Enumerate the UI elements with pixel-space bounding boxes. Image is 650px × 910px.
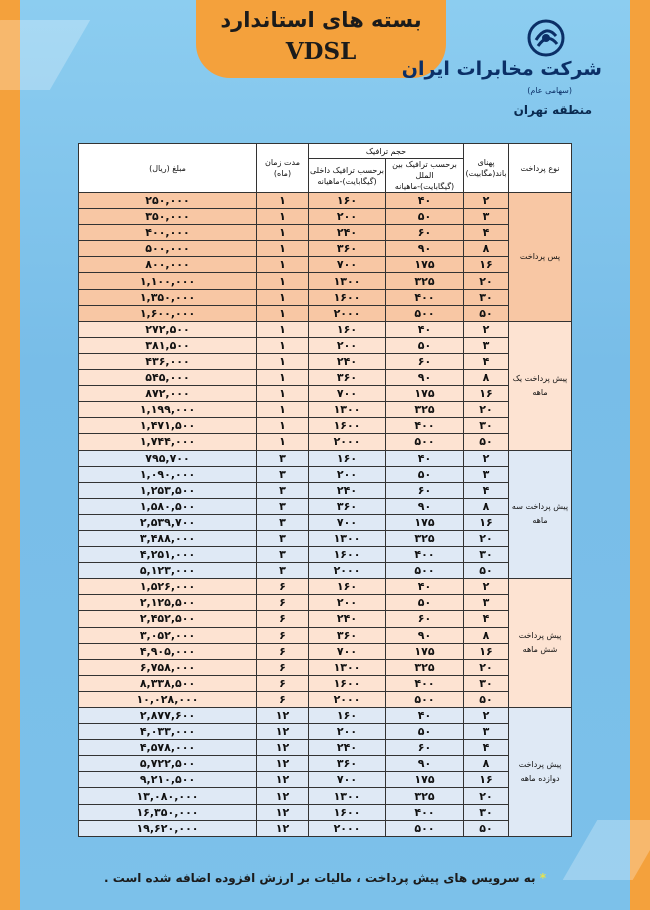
logo-company-subtitle: (سهامی عام) xyxy=(527,86,572,95)
footnote-star: * xyxy=(539,871,546,885)
price-cell: ۴,۵۷۸,۰۰۰ xyxy=(79,740,257,756)
vat-footnote xyxy=(0,871,650,885)
price-cell: ۲,۸۷۷,۶۰۰ xyxy=(79,708,257,724)
domestic-traffic-cell: ۱۶۰ xyxy=(309,321,386,337)
price-cell: ۳,۴۸۸,۰۰۰ xyxy=(79,530,257,546)
domestic-traffic-cell: ۲۴۰ xyxy=(309,482,386,498)
bandwidth-cell: ۵۰ xyxy=(464,434,509,450)
international-traffic-cell: ۴۰ xyxy=(386,579,464,595)
duration-cell: ۳ xyxy=(257,563,309,579)
table-row xyxy=(79,434,572,450)
bandwidth-cell: ۴ xyxy=(464,225,509,241)
price-cell: ۹,۲۱۰,۵۰۰ xyxy=(79,772,257,788)
duration-cell: ۱ xyxy=(257,273,309,289)
price-cell: ۱,۵۸۰,۵۰۰ xyxy=(79,498,257,514)
bandwidth-cell: ۱۶ xyxy=(464,514,509,530)
international-traffic-cell: ۵۰ xyxy=(386,209,464,225)
table-row xyxy=(79,289,572,305)
price-cell: ۸۰۰,۰۰۰ xyxy=(79,257,257,273)
duration-cell: ۱ xyxy=(257,241,309,257)
domestic-traffic-cell: ۱۳۰۰ xyxy=(309,659,386,675)
price-cell: ۲۷۲,۵۰۰ xyxy=(79,321,257,337)
bandwidth-cell: ۵۰ xyxy=(464,691,509,707)
header-international-label: برحسب ترافیک بین الملل xyxy=(392,160,457,180)
duration-cell: ۱۲ xyxy=(257,708,309,724)
international-traffic-cell: ۱۷۵ xyxy=(386,514,464,530)
table-row xyxy=(79,193,572,209)
price-cell: ۴۰۰,۰۰۰ xyxy=(79,225,257,241)
logo-company-name: شرکت مخابرات ایران xyxy=(401,58,602,80)
table-row xyxy=(79,820,572,836)
price-cell: ۱,۰۹۰,۰۰۰ xyxy=(79,466,257,482)
domestic-traffic-cell: ۲۰۰۰ xyxy=(309,563,386,579)
domestic-traffic-cell: ۲۰۰ xyxy=(309,337,386,353)
table-row xyxy=(79,740,572,756)
header-price: مبلغ (ریال) xyxy=(79,144,257,193)
duration-cell: ۳ xyxy=(257,547,309,563)
table-row xyxy=(79,691,572,707)
table-row xyxy=(79,466,572,482)
international-traffic-cell: ۴۰۰ xyxy=(386,547,464,563)
price-cell: ۴,۹۰۵,۰۰۰ xyxy=(79,643,257,659)
international-traffic-cell: ۳۲۵ xyxy=(386,659,464,675)
international-traffic-cell: ۵۰۰ xyxy=(386,691,464,707)
bandwidth-cell: ۳ xyxy=(464,209,509,225)
international-traffic-cell: ۴۰۰ xyxy=(386,804,464,820)
duration-cell: ۱ xyxy=(257,370,309,386)
bandwidth-cell: ۳۰ xyxy=(464,675,509,691)
table-row xyxy=(79,498,572,514)
duration-cell: ۱۲ xyxy=(257,820,309,836)
domestic-traffic-cell: ۱۶۰۰ xyxy=(309,804,386,820)
international-traffic-cell: ۳۲۵ xyxy=(386,788,464,804)
domestic-traffic-cell: ۲۰۰ xyxy=(309,209,386,225)
international-traffic-cell: ۹۰ xyxy=(386,370,464,386)
domestic-traffic-cell: ۳۶۰ xyxy=(309,627,386,643)
duration-cell: ۱ xyxy=(257,257,309,273)
bandwidth-cell: ۲ xyxy=(464,708,509,724)
international-traffic-cell: ۱۷۵ xyxy=(386,643,464,659)
price-table xyxy=(78,143,572,837)
payment-type-cell: پیش پرداخت شش ماهه xyxy=(509,579,572,708)
duration-cell: ۱ xyxy=(257,289,309,305)
price-cell: ۲,۴۵۲,۵۰۰ xyxy=(79,611,257,627)
international-traffic-cell: ۳۲۵ xyxy=(386,273,464,289)
price-cell: ۱,۱۹۹,۰۰۰ xyxy=(79,402,257,418)
table-row xyxy=(79,257,572,273)
header-international-unit: (گیگابایت)-ماهیانه xyxy=(394,182,455,191)
international-traffic-cell: ۱۷۵ xyxy=(386,772,464,788)
bandwidth-cell: ۸ xyxy=(464,756,509,772)
international-traffic-cell: ۳۲۵ xyxy=(386,530,464,546)
table-row xyxy=(79,402,572,418)
duration-cell: ۶ xyxy=(257,611,309,627)
bandwidth-cell: ۲۰ xyxy=(464,402,509,418)
table-row xyxy=(79,547,572,563)
international-traffic-cell: ۶۰ xyxy=(386,611,464,627)
bandwidth-cell: ۱۶ xyxy=(464,257,509,273)
bandwidth-cell: ۴ xyxy=(464,611,509,627)
price-cell: ۱۳,۰۸۰,۰۰۰ xyxy=(79,788,257,804)
price-cell: ۵۴۵,۰۰۰ xyxy=(79,370,257,386)
duration-cell: ۶ xyxy=(257,691,309,707)
international-traffic-cell: ۶۰ xyxy=(386,353,464,369)
domestic-traffic-cell: ۳۶۰ xyxy=(309,370,386,386)
table-row xyxy=(79,386,572,402)
international-traffic-cell: ۵۰ xyxy=(386,466,464,482)
duration-cell: ۱ xyxy=(257,305,309,321)
domestic-traffic-cell: ۳۶۰ xyxy=(309,498,386,514)
domestic-traffic-cell: ۲۰۰ xyxy=(309,466,386,482)
domestic-traffic-cell: ۲۰۰ xyxy=(309,595,386,611)
bandwidth-cell: ۴ xyxy=(464,740,509,756)
price-cell: ۱,۴۷۱,۵۰۰ xyxy=(79,418,257,434)
payment-type-cell: پس پرداخت xyxy=(509,193,572,322)
domestic-traffic-cell: ۷۰۰ xyxy=(309,257,386,273)
domestic-traffic-cell: ۷۰۰ xyxy=(309,772,386,788)
bandwidth-cell: ۳ xyxy=(464,337,509,353)
price-cell: ۱,۳۵۰,۰۰۰ xyxy=(79,289,257,305)
bandwidth-cell: ۸ xyxy=(464,241,509,257)
international-traffic-cell: ۹۰ xyxy=(386,756,464,772)
duration-cell: ۶ xyxy=(257,659,309,675)
table-row xyxy=(79,273,572,289)
table-row xyxy=(79,321,572,337)
price-cell: ۲,۵۳۹,۷۰۰ xyxy=(79,514,257,530)
price-cell: ۱,۵۲۶,۰۰۰ xyxy=(79,579,257,595)
duration-cell: ۱ xyxy=(257,337,309,353)
table-row xyxy=(79,788,572,804)
domestic-traffic-cell: ۲۰۰۰ xyxy=(309,820,386,836)
international-traffic-cell: ۵۰ xyxy=(386,595,464,611)
duration-cell: ۱۲ xyxy=(257,740,309,756)
price-cell: ۳۸۱,۵۰۰ xyxy=(79,337,257,353)
table-row xyxy=(79,305,572,321)
table-row xyxy=(79,563,572,579)
duration-cell: ۳ xyxy=(257,514,309,530)
international-traffic-cell: ۵۰ xyxy=(386,724,464,740)
international-traffic-cell: ۵۰۰ xyxy=(386,305,464,321)
header-payment-type: نوع پرداخت xyxy=(509,144,572,193)
price-cell: ۱۹,۶۲۰,۰۰۰ xyxy=(79,820,257,836)
duration-cell: ۱ xyxy=(257,418,309,434)
header-duration-unit: (ماه) xyxy=(273,169,292,178)
table-row xyxy=(79,724,572,740)
price-cell: ۵۰۰,۰۰۰ xyxy=(79,241,257,257)
bandwidth-cell: ۳۰ xyxy=(464,804,509,820)
bandwidth-cell: ۲۰ xyxy=(464,659,509,675)
bandwidth-cell: ۲ xyxy=(464,579,509,595)
domestic-traffic-cell: ۱۶۰۰ xyxy=(309,547,386,563)
bandwidth-cell: ۳ xyxy=(464,724,509,740)
international-traffic-cell: ۶۰ xyxy=(386,482,464,498)
domestic-traffic-cell: ۲۴۰ xyxy=(309,353,386,369)
payment-type-cell: پیش پرداخت دوازده ماهه xyxy=(509,708,572,837)
price-cell: ۴۳۶,۰۰۰ xyxy=(79,353,257,369)
bandwidth-cell: ۳۰ xyxy=(464,547,509,563)
domestic-traffic-cell: ۲۴۰ xyxy=(309,225,386,241)
table-row xyxy=(79,241,572,257)
domestic-traffic-cell: ۱۶۰ xyxy=(309,579,386,595)
domestic-traffic-cell: ۳۶۰ xyxy=(309,756,386,772)
bandwidth-cell: ۴ xyxy=(464,353,509,369)
header-domestic xyxy=(309,159,386,193)
header-international xyxy=(386,159,464,193)
bandwidth-cell: ۱۶ xyxy=(464,386,509,402)
domestic-traffic-cell: ۱۳۰۰ xyxy=(309,530,386,546)
domestic-traffic-cell: ۷۰۰ xyxy=(309,643,386,659)
international-traffic-cell: ۹۰ xyxy=(386,498,464,514)
table-row xyxy=(79,772,572,788)
table-row xyxy=(79,450,572,466)
duration-cell: ۶ xyxy=(257,675,309,691)
bandwidth-cell: ۸ xyxy=(464,370,509,386)
price-cell: ۷۹۵,۷۰۰ xyxy=(79,450,257,466)
duration-cell: ۱ xyxy=(257,434,309,450)
duration-cell: ۱ xyxy=(257,386,309,402)
domestic-traffic-cell: ۱۶۰ xyxy=(309,193,386,209)
international-traffic-cell: ۴۰ xyxy=(386,450,464,466)
bandwidth-cell: ۲ xyxy=(464,193,509,209)
international-traffic-cell: ۶۰ xyxy=(386,740,464,756)
domestic-traffic-cell: ۱۶۰ xyxy=(309,708,386,724)
price-table-body xyxy=(79,193,572,837)
price-table-wrapper xyxy=(78,143,571,837)
price-cell: ۲,۱۲۵,۵۰۰ xyxy=(79,595,257,611)
duration-cell: ۱ xyxy=(257,209,309,225)
table-row xyxy=(79,530,572,546)
table-row xyxy=(79,804,572,820)
duration-cell: ۱ xyxy=(257,193,309,209)
bandwidth-cell: ۲۰ xyxy=(464,530,509,546)
international-traffic-cell: ۵۰ xyxy=(386,337,464,353)
duration-cell: ۶ xyxy=(257,579,309,595)
duration-cell: ۱۲ xyxy=(257,804,309,820)
price-cell: ۱,۲۵۳,۵۰۰ xyxy=(79,482,257,498)
bandwidth-cell: ۲۰ xyxy=(464,273,509,289)
domestic-traffic-cell: ۷۰۰ xyxy=(309,386,386,402)
duration-cell: ۶ xyxy=(257,595,309,611)
table-row xyxy=(79,337,572,353)
table-row xyxy=(79,627,572,643)
international-traffic-cell: ۴۰ xyxy=(386,193,464,209)
domestic-traffic-cell: ۲۰۰۰ xyxy=(309,691,386,707)
international-traffic-cell: ۶۰ xyxy=(386,225,464,241)
table-row xyxy=(79,514,572,530)
bandwidth-cell: ۵۰ xyxy=(464,305,509,321)
price-cell: ۵,۷۲۲,۵۰۰ xyxy=(79,756,257,772)
header-traffic: حجم ترافیک xyxy=(309,144,464,159)
price-cell: ۱,۱۰۰,۰۰۰ xyxy=(79,273,257,289)
bandwidth-cell: ۳۰ xyxy=(464,289,509,305)
price-cell: ۳۵۰,۰۰۰ xyxy=(79,209,257,225)
domestic-traffic-cell: ۱۳۰۰ xyxy=(309,788,386,804)
international-traffic-cell: ۵۰۰ xyxy=(386,563,464,579)
domestic-traffic-cell: ۲۰۰۰ xyxy=(309,434,386,450)
duration-cell: ۱ xyxy=(257,321,309,337)
duration-cell: ۱ xyxy=(257,353,309,369)
domestic-traffic-cell: ۱۶۰۰ xyxy=(309,418,386,434)
table-row xyxy=(79,370,572,386)
domestic-traffic-cell: ۳۶۰ xyxy=(309,241,386,257)
price-cell: ۸,۳۳۸,۵۰۰ xyxy=(79,675,257,691)
decorative-stripe xyxy=(0,20,90,90)
table-row xyxy=(79,225,572,241)
domestic-traffic-cell: ۲۰۰ xyxy=(309,724,386,740)
international-traffic-cell: ۵۰۰ xyxy=(386,434,464,450)
price-cell: ۴,۰۳۳,۰۰۰ xyxy=(79,724,257,740)
table-row xyxy=(79,659,572,675)
bandwidth-cell: ۳۰ xyxy=(464,418,509,434)
table-row xyxy=(79,675,572,691)
price-cell: ۱۶,۳۵۰,۰۰۰ xyxy=(79,804,257,820)
duration-cell: ۳ xyxy=(257,450,309,466)
domestic-traffic-cell: ۲۴۰ xyxy=(309,611,386,627)
domestic-traffic-cell: ۲۰۰۰ xyxy=(309,305,386,321)
table-row xyxy=(79,756,572,772)
right-orange-border xyxy=(630,0,650,910)
bandwidth-cell: ۱۶ xyxy=(464,643,509,659)
international-traffic-cell: ۹۰ xyxy=(386,627,464,643)
table-row xyxy=(79,595,572,611)
price-cell: ۸۷۲,۰۰۰ xyxy=(79,386,257,402)
bandwidth-cell: ۳ xyxy=(464,595,509,611)
duration-cell: ۱۲ xyxy=(257,788,309,804)
international-traffic-cell: ۱۷۵ xyxy=(386,386,464,402)
price-cell: ۳,۰۵۲,۰۰۰ xyxy=(79,627,257,643)
table-row xyxy=(79,708,572,724)
title-en: VDSL xyxy=(285,38,357,65)
bandwidth-cell: ۸ xyxy=(464,627,509,643)
table-row xyxy=(79,482,572,498)
price-cell: ۶,۷۵۸,۰۰۰ xyxy=(79,659,257,675)
price-cell: ۴,۲۵۱,۰۰۰ xyxy=(79,547,257,563)
international-traffic-cell: ۴۰ xyxy=(386,708,464,724)
duration-cell: ۳ xyxy=(257,482,309,498)
bandwidth-cell: ۲ xyxy=(464,450,509,466)
duration-cell: ۶ xyxy=(257,627,309,643)
bandwidth-cell: ۸ xyxy=(464,498,509,514)
duration-cell: ۶ xyxy=(257,643,309,659)
international-traffic-cell: ۵۰۰ xyxy=(386,820,464,836)
price-cell: ۵,۱۲۳,۰۰۰ xyxy=(79,563,257,579)
international-traffic-cell: ۹۰ xyxy=(386,241,464,257)
duration-cell: ۱ xyxy=(257,402,309,418)
bandwidth-cell: ۴ xyxy=(464,482,509,498)
domestic-traffic-cell: ۱۶۰ xyxy=(309,450,386,466)
table-row xyxy=(79,579,572,595)
price-cell: ۱,۶۰۰,۰۰۰ xyxy=(79,305,257,321)
title-fa: بسته های استاندارد xyxy=(220,8,422,32)
bandwidth-cell: ۱۶ xyxy=(464,772,509,788)
international-traffic-cell: ۴۰۰ xyxy=(386,418,464,434)
domestic-traffic-cell: ۷۰۰ xyxy=(309,514,386,530)
international-traffic-cell: ۱۷۵ xyxy=(386,257,464,273)
header-domestic-unit: (گیگابایت)-ماهیانه xyxy=(317,176,377,186)
duration-cell: ۱۲ xyxy=(257,724,309,740)
price-cell: ۲۵۰,۰۰۰ xyxy=(79,193,257,209)
payment-type-cell: پیش پرداخت سه ماهه xyxy=(509,450,572,579)
price-cell: ۱,۷۴۴,۰۰۰ xyxy=(79,434,257,450)
duration-cell: ۱۲ xyxy=(257,756,309,772)
table-row xyxy=(79,353,572,369)
header-duration-label: مدت زمان xyxy=(264,158,301,167)
bandwidth-cell: ۵۰ xyxy=(464,563,509,579)
table-row xyxy=(79,611,572,627)
international-traffic-cell: ۳۲۵ xyxy=(386,402,464,418)
table-row xyxy=(79,418,572,434)
left-orange-border xyxy=(0,0,20,910)
domestic-traffic-cell: ۱۳۰۰ xyxy=(309,402,386,418)
payment-type-cell: پیش پرداخت یک ماهه xyxy=(509,321,572,450)
table-row xyxy=(79,209,572,225)
footnote-text: به سرویس های پیش پرداخت ، مالیات بر ارزش افزوده اضافه شده است . xyxy=(104,871,536,885)
header-bandwidth: پهنای باند(مگابیت) xyxy=(464,144,509,193)
price-cell: ۱۰,۰۲۸,۰۰۰ xyxy=(79,691,257,707)
domestic-traffic-cell: ۱۶۰۰ xyxy=(309,289,386,305)
duration-cell: ۱ xyxy=(257,225,309,241)
table-row xyxy=(79,643,572,659)
duration-cell: ۱۲ xyxy=(257,772,309,788)
duration-cell: ۳ xyxy=(257,530,309,546)
company-logo xyxy=(401,18,602,110)
bandwidth-cell: ۲ xyxy=(464,321,509,337)
domestic-traffic-cell: ۱۳۰۰ xyxy=(309,273,386,289)
domestic-traffic-cell: ۲۴۰ xyxy=(309,740,386,756)
international-traffic-cell: ۴۰۰ xyxy=(386,289,464,305)
region-label: منطقه تهران xyxy=(513,103,592,117)
bandwidth-cell: ۵۰ xyxy=(464,820,509,836)
international-traffic-cell: ۴۰ xyxy=(386,321,464,337)
duration-cell: ۳ xyxy=(257,498,309,514)
bandwidth-cell: ۲۰ xyxy=(464,788,509,804)
header-duration xyxy=(257,144,309,193)
domestic-traffic-cell: ۱۶۰۰ xyxy=(309,675,386,691)
international-traffic-cell: ۴۰۰ xyxy=(386,675,464,691)
bandwidth-cell: ۳ xyxy=(464,466,509,482)
duration-cell: ۳ xyxy=(257,466,309,482)
header-domestic-label: برحسب ترافیک داخلی xyxy=(310,165,384,175)
logo-emblem-icon xyxy=(526,18,566,58)
